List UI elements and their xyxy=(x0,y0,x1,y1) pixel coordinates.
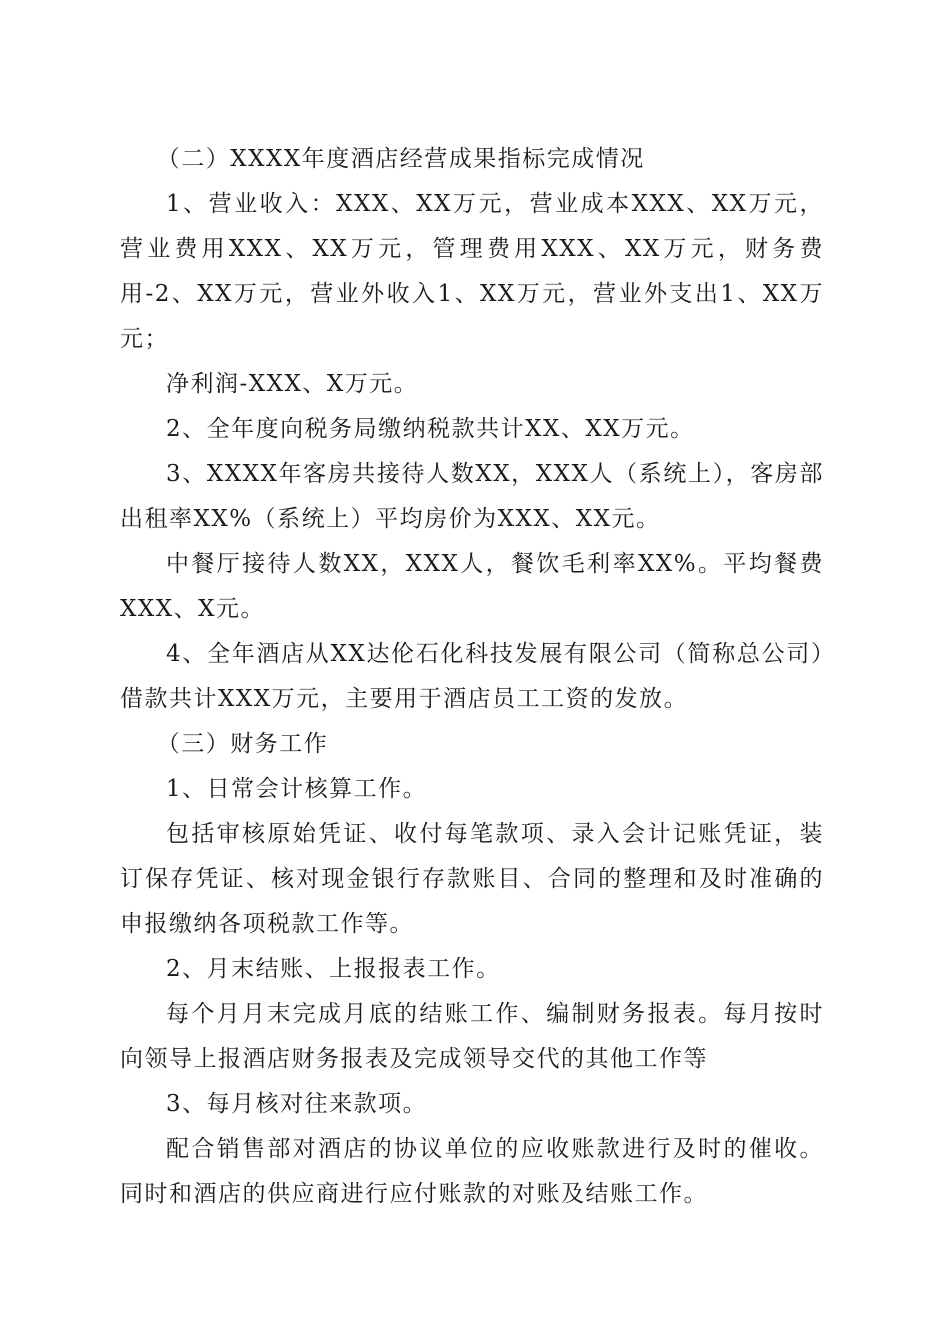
section-heading-three: （三）财务工作 xyxy=(156,731,329,757)
paragraph-month-end-body: 每个月月末完成月底的结账工作、编制财务报表。每月按时向领导上报酒店财务报表及完成领导交代的其他工作等 xyxy=(120,1001,824,1072)
section-heading-two: （二）XXXX年度酒店经营成果指标完成情况 xyxy=(156,146,645,172)
paragraph-tax: 2、全年度向税务局缴纳税款共计XX、XX万元。 xyxy=(166,416,695,442)
paragraph-daily-accounting-body: 包括审核原始凭证、收付每笔款项、录入会计记账凭证，装订保存凭证、核对现金银行存款账目、合同的整理和及时准确的申报缴纳各项税款工作等。 xyxy=(120,821,824,937)
paragraph-net-profit: 净利润-XXX、X万元。 xyxy=(166,371,419,397)
paragraph-revenue: 1、营业收入：XXX、XX万元，营业成本XXX、XX万元，营业费用XXX、XX万元，管理费用XXX、XX万元，财务费用-2、XX万元，营业外收入1、XX万元，营业外支出1、XX万元； xyxy=(120,191,824,352)
paragraph-guest-rooms: 3、XXXX年客房共接待人数XX，XXX人（系统上），客房部出租率XX%（系统上）平均房价为XXX、XX元。 xyxy=(120,461,824,532)
paragraph-reconciliation-body: 配合销售部对酒店的协议单位的应收账款进行及时的催收。同时和酒店的供应商进行应付账款的对账及结账工作。 xyxy=(120,1136,824,1207)
paragraph-restaurant: 中餐厅接待人数XX，XXX人，餐饮毛利率XX%。平均餐费XXX、X元。 xyxy=(120,551,824,622)
paragraph-loans: 4、全年酒店从XX达伦石化科技发展有限公司（简称总公司）借款共计XXX万元，主要用于酒店员工工资的发放。 xyxy=(120,641,824,712)
document-body xyxy=(120,137,824,1217)
paragraph-daily-accounting-title: 1、日常会计核算工作。 xyxy=(166,776,428,802)
paragraph-reconciliation-title: 3、每月核对往来款项。 xyxy=(166,1091,428,1117)
paragraph-month-end-title: 2、月末结账、上报报表工作。 xyxy=(166,956,501,982)
